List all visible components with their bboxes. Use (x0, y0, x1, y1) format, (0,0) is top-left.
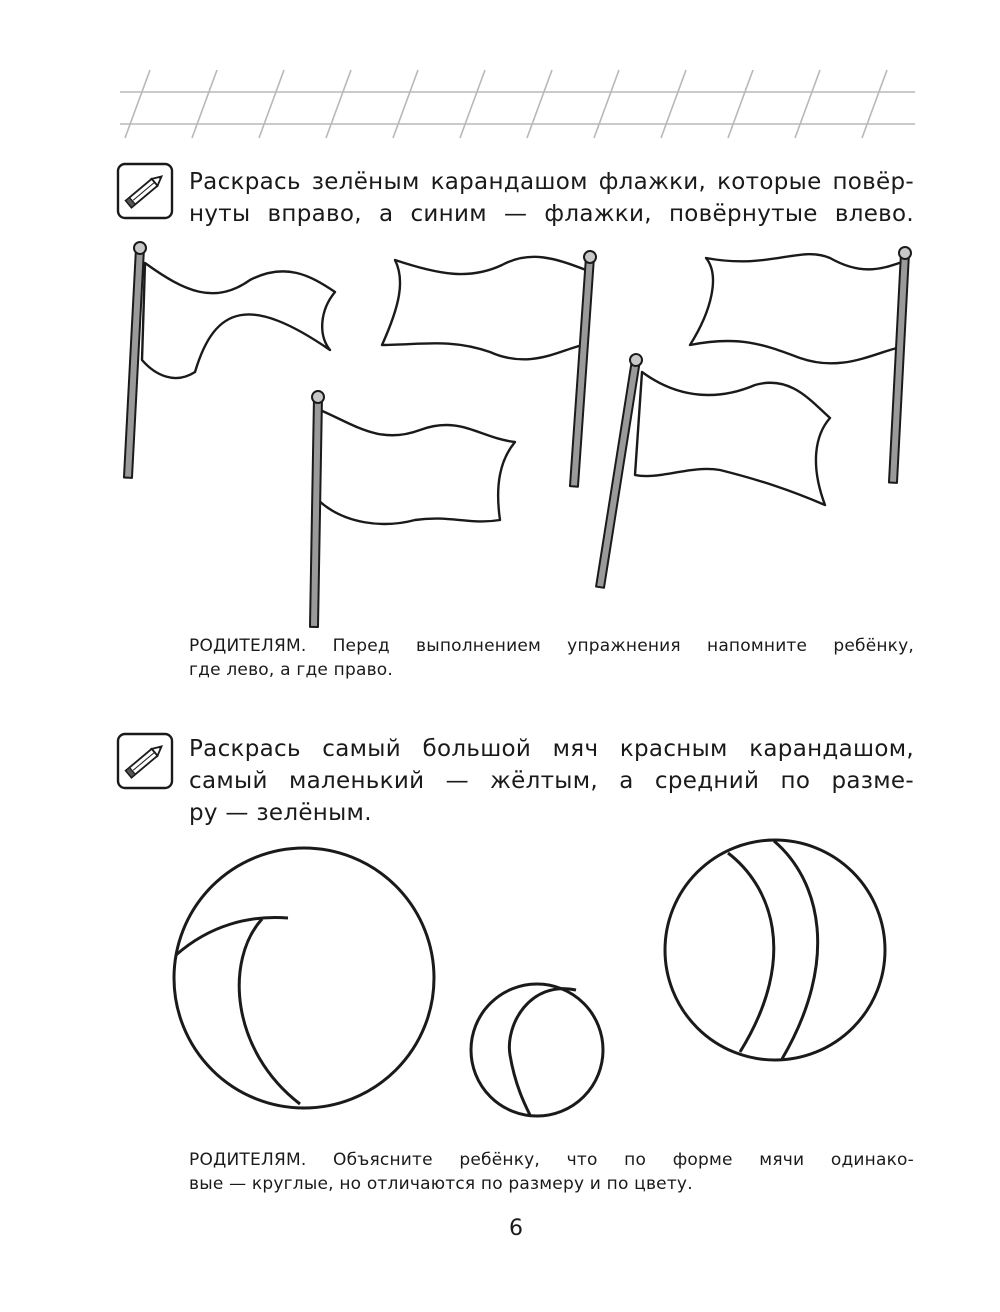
ball-medium (665, 840, 885, 1060)
task2-line-3: ру — зелёным. (189, 800, 372, 826)
task1-line-2: нуты вправо, а синим — флажки, повёрнутые влево. (189, 201, 914, 227)
ball-large (174, 848, 434, 1108)
note2-line-1: РОДИТЕЛЯМ. Объясните ребёнку, что по форме мячи одинако- (189, 1150, 914, 1170)
note1-line-2: где лево, а где право. (189, 660, 394, 680)
note1-line-1: РОДИТЕЛЯМ. Перед выполнением упражнения напомните ребёнку, (189, 636, 914, 656)
page-number: 6 (509, 1216, 523, 1241)
task1-line-1: Раскрась зелёным карандашом флажки, которые повёр- (189, 169, 914, 195)
task2-line-1: Раскрась самый большой мяч красным карандашом, (189, 736, 914, 762)
note2-line-2: вые — круглые, но отличаются по размеру и по цвету. (189, 1174, 693, 1194)
ball-small (471, 984, 603, 1116)
parents-note-2 (189, 1148, 914, 1196)
task2-line-2: самый маленький — жёлтым, а средний по разме- (189, 768, 914, 794)
